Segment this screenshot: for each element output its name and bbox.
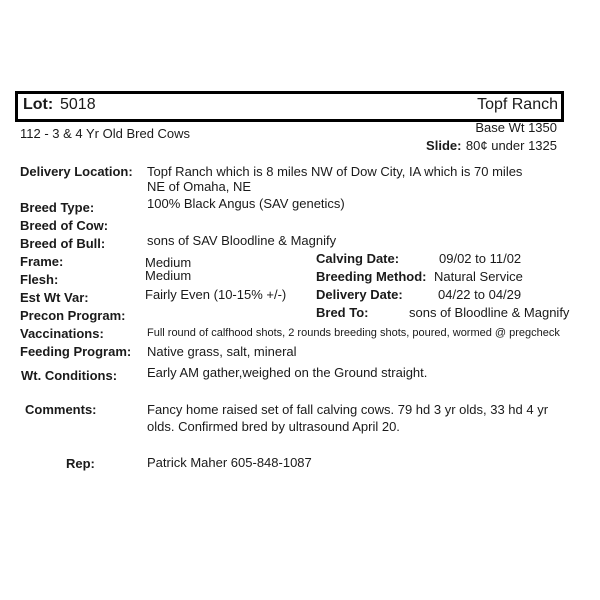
rep-label: Rep: [66, 456, 95, 471]
est-wt-var-value: Fairly Even (10-15% +/-) [145, 287, 287, 302]
comments-line2: olds. Confirmed bred by ultrasound April 20. [147, 419, 400, 434]
delivery-location-line1: Topf Ranch which is 8 miles NW of Dow City, IA which is 70 miles [147, 164, 523, 179]
frame-label: Frame: [20, 254, 64, 269]
bred-to-label: Bred To: [316, 305, 369, 320]
base-weight: Base Wt 1350 [475, 120, 557, 135]
feeding-program-label: Feeding Program: [20, 344, 132, 359]
breeding-method-label: Breeding Method: [316, 269, 427, 284]
flesh-value: Medium [145, 268, 192, 283]
slide-info [426, 137, 557, 155]
rep-value: Patrick Maher 605-848-1087 [147, 455, 312, 470]
slide-value: 80¢ under 1325 [465, 138, 557, 153]
breed-of-bull-label: Breed of Bull: [20, 236, 106, 251]
lot-description: 112 - 3 & 4 Yr Old Bred Cows [20, 126, 191, 141]
est-wt-var-label: Est Wt Var: [20, 290, 89, 305]
breed-type-label: Breed Type: [20, 200, 95, 215]
delivery-location-label: Delivery Location: [20, 164, 133, 179]
delivery-date-label: Delivery Date: [316, 287, 403, 302]
comments-line1: Fancy home raised set of fall calving cows. 79 hd 3 yr olds, 33 hd 4 yr [147, 402, 549, 417]
wt-conditions-value: Early AM gather,weighed on the Ground straight. [147, 365, 428, 380]
slide-label: Slide: [426, 138, 462, 153]
frame-value: Medium [145, 255, 192, 270]
flesh-label: Flesh: [20, 272, 59, 287]
feeding-program-value: Native grass, salt, mineral [147, 344, 297, 359]
delivery-location-line2: NE of Omaha, NE [147, 179, 252, 194]
breed-type-value: 100% Black Angus (SAV genetics) [147, 196, 345, 211]
precon-program-label: Precon Program: [20, 308, 126, 323]
calving-date-value: 09/02 to 11/02 [439, 251, 522, 266]
breed-of-cow-label: Breed of Cow: [20, 218, 109, 233]
delivery-date-value: 04/22 to 04/29 [438, 287, 522, 302]
comments-label: Comments: [25, 402, 97, 417]
breed-of-bull-value: sons of SAV Bloodline & Magnify [147, 233, 337, 248]
calving-date-label: Calving Date: [316, 251, 400, 266]
lot-label: Lot: [23, 96, 54, 113]
breeding-method-value: Natural Service [434, 269, 523, 284]
vaccinations-label: Vaccinations: [20, 326, 104, 341]
vaccinations-value: Full round of calfhood shots, 2 rounds breeding shots, poured, wormed @ pregcheck [147, 327, 560, 339]
consignor-name: Topf Ranch [477, 96, 558, 113]
wt-conditions-label: Wt. Conditions: [21, 368, 118, 383]
lot-header-box [15, 91, 564, 122]
lot-number: 5018 [60, 96, 96, 113]
bred-to-value: sons of Bloodline & Magnify [409, 305, 570, 320]
